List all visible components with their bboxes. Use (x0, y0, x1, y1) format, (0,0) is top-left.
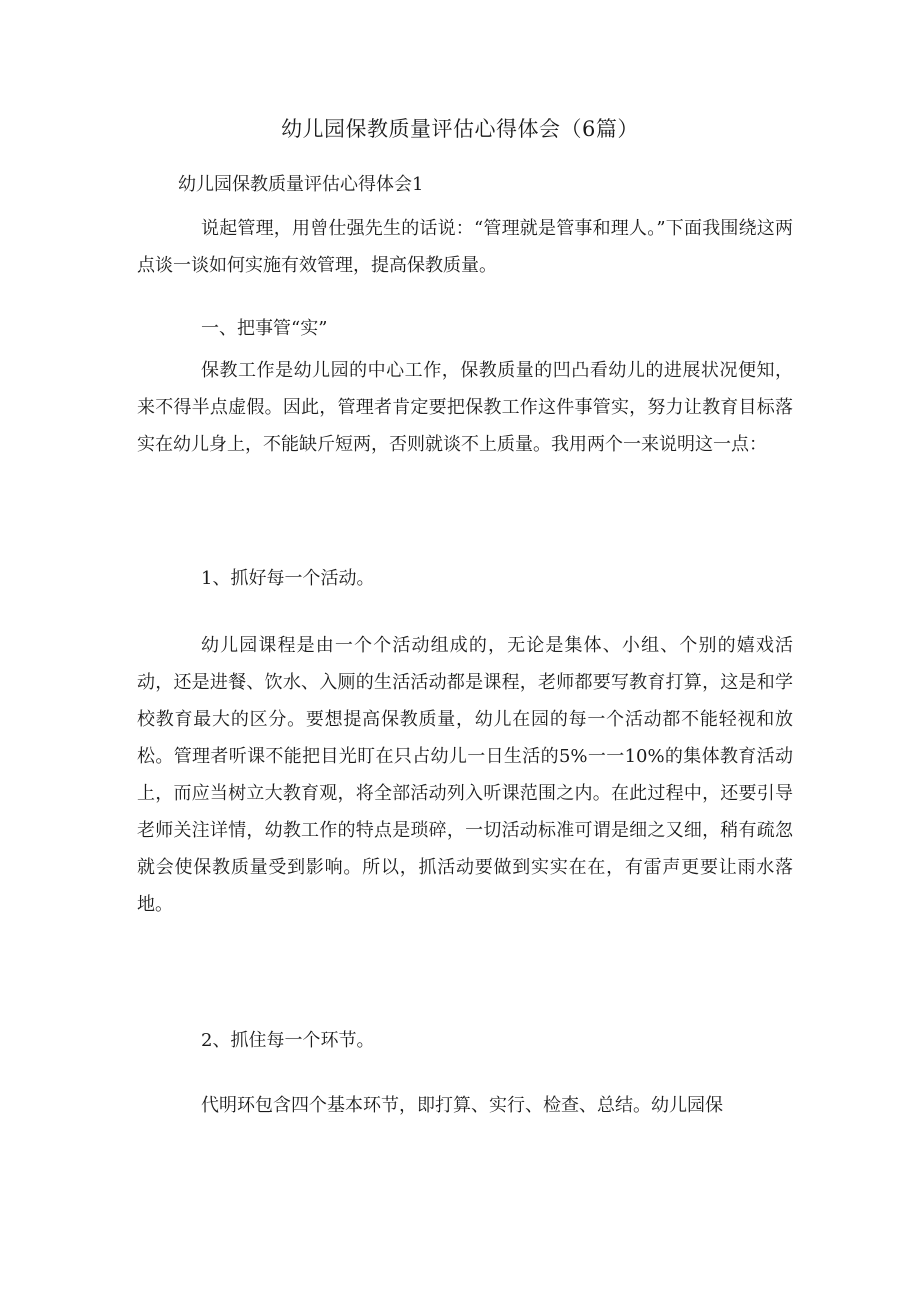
item-heading-1: 1、抓好每一个活动。 (201, 568, 375, 589)
intro-paragraph: 说起管理，用曾仕强先生的话说：“管理就是管事和理人。”下面我围绕这两点谈一谈如何实施有效管理，提高保教质量。 (137, 218, 793, 276)
item-paragraph-1: 幼儿园课程是由一个个活动组成的，无论是集体、小组、个别的嬉戏活动，还是进餐、饮水、入厕的生活活动都是课程，老师都要写教育打算，这是和学校教育最大的区分。要想提高保教质量，幼儿在园的每一个活动都不能轻视和放松。管理者听课不能把目光盯在只占幼儿一日生活的5%一一10%的集体教育活动上，而应当树立大教育观，将全部活动列入听课范围之内。在此过程中，还要引导老师关注详情，幼教工作的特点是琐碎，一切活动标准可谓是细之又细，稍有疏忽就会使保教质量受到影响。所以，抓活动要做到实实在在，有雷声更要让雨水落地。 (137, 635, 793, 915)
document-title: 幼儿园保教质量评估心得体会（6篇） (281, 117, 639, 141)
item-paragraph-2: 代明环包含四个基本环节，即打算、实行、检查、总结。幼儿园保 (201, 1095, 723, 1116)
section-paragraph-1: 保教工作是幼儿园的中心工作，保教质量的凹凸看幼儿的进展状况便知，来不得半点虚假。因此，管理者肯定要把保教工作这件事管实，努力让教育目标落实在幼儿身上，不能缺斤短两，否则就谈不上质量。我用两个一来说明这一点： (137, 360, 793, 455)
item-heading-2: 2、抓住每一个环节。 (201, 1030, 375, 1051)
document-subtitle: 幼儿园保教质量评估心得体会1 (178, 174, 424, 195)
section-heading-1: 一、把事管“实” (201, 318, 328, 339)
